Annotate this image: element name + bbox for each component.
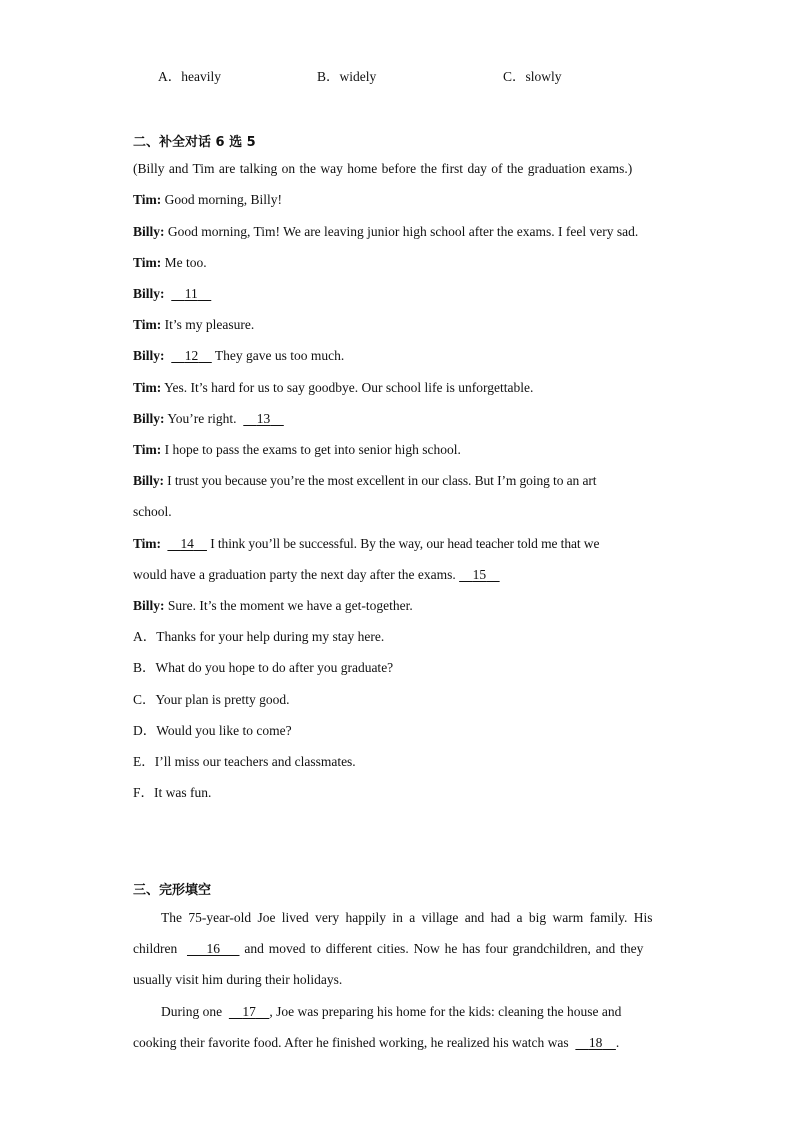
cloze-text: and moved to different cities. Now he has four grandchildren, and they bbox=[239, 941, 644, 956]
prev-option-a: A．heavily bbox=[158, 69, 221, 84]
dialogue-intro: (Billy and Tim are talking on the way home before the first day of the graduation exams.) bbox=[133, 161, 633, 176]
dialogue-text: I think you’ll be successful. By the way, our head teacher told me that we bbox=[206, 536, 600, 551]
section2-heading: 二、补全对话 6 选 5 bbox=[133, 135, 256, 150]
speaker: Billy: bbox=[133, 286, 165, 301]
dialogue-text: It’s my pleasure. bbox=[161, 317, 255, 332]
section3-heading: 三、完形填空 bbox=[133, 883, 212, 898]
choice-option-e: E．I’ll miss our teachers and classmates. bbox=[133, 754, 356, 769]
dialogue-text: You’re right. bbox=[164, 411, 240, 426]
answer-blank-11[interactable]: 11 bbox=[184, 286, 198, 301]
answer-blank-14[interactable]: 14 bbox=[180, 536, 194, 551]
dialogue-text: I hope to pass the exams to get into senior high school. bbox=[161, 442, 461, 457]
speaker: Billy: bbox=[133, 598, 165, 613]
choice-option-b: B．What do you hope to do after you graduate? bbox=[133, 660, 394, 675]
choice-option-f: F．It was fun. bbox=[133, 785, 212, 800]
speaker: Billy: bbox=[133, 224, 165, 239]
dialogue-text: Sure. It’s the moment we have a get-together. bbox=[164, 598, 413, 613]
dialogue-text: Me too. bbox=[161, 255, 207, 270]
dialogue-text: I trust you because you’re the most excellent in our class. But I’m going to an art bbox=[163, 473, 597, 488]
prev-option-c: C．slowly bbox=[503, 69, 562, 84]
choice-option-d: D．Would you like to come? bbox=[133, 723, 292, 738]
dialogue-text: Good morning, Tim! We are leaving junior high school after the exams. I feel very sad. bbox=[164, 224, 639, 239]
answer-blank-13[interactable]: 13 bbox=[256, 411, 271, 426]
dialogue-line-12 bbox=[133, 597, 413, 615]
cloze-text: . bbox=[615, 1035, 620, 1050]
dialogue-line-3 bbox=[133, 254, 207, 272]
answer-blank-16[interactable]: 16 bbox=[206, 941, 220, 956]
speaker: Tim: bbox=[133, 442, 162, 457]
cloze-p1-line1: The 75-year-old Joe lived very happily in a village and had a big warm family. His bbox=[161, 910, 653, 925]
dialogue-text: They gave us too much. bbox=[211, 348, 345, 363]
dialogue-line-5 bbox=[133, 316, 254, 334]
dialogue-line-6 bbox=[133, 347, 344, 365]
prev-option-b: B．widely bbox=[317, 69, 377, 84]
dialogue-line-8 bbox=[133, 410, 284, 428]
speaker: Tim: bbox=[133, 380, 162, 395]
speaker: Tim: bbox=[133, 317, 162, 332]
cloze-text: During one bbox=[161, 1004, 226, 1019]
cloze-text: children bbox=[133, 941, 183, 956]
speaker: Tim: bbox=[133, 255, 162, 270]
cloze-p2-line1 bbox=[161, 1003, 621, 1021]
cloze-text: , Joe was preparing his home for the kids: cleaning the house and bbox=[269, 1004, 622, 1019]
cloze-p2-line2 bbox=[133, 1034, 619, 1052]
cloze-p1-line3: usually visit him during their holidays. bbox=[133, 972, 343, 987]
dialogue-line-10 bbox=[133, 472, 596, 490]
speaker: Billy: bbox=[133, 473, 164, 488]
speaker: Billy: bbox=[133, 411, 165, 426]
dialogue-text: Yes. It’s hard for us to say goodbye. Our school life is unforgettable. bbox=[161, 380, 534, 395]
dialogue-text: Good morning, Billy! bbox=[161, 192, 283, 207]
dialogue-line-4 bbox=[133, 285, 211, 303]
speaker: Tim: bbox=[133, 536, 161, 551]
answer-blank-15[interactable]: 15 bbox=[472, 567, 487, 582]
speaker: Tim: bbox=[133, 192, 162, 207]
speaker: Billy: bbox=[133, 348, 165, 363]
dialogue-line-2 bbox=[133, 223, 638, 241]
choice-option-a: A．Thanks for your help during my stay here. bbox=[133, 629, 385, 644]
cloze-text: cooking their favorite food. After he finished working, he realized his watch was bbox=[133, 1035, 572, 1050]
dialogue-line-9 bbox=[133, 441, 461, 459]
dialogue-line-1 bbox=[133, 191, 282, 209]
dialogue-text: would have a graduation party the next day after the exams. bbox=[133, 567, 460, 582]
answer-blank-18[interactable]: 18 bbox=[588, 1035, 603, 1050]
dialogue-line-11 bbox=[133, 535, 599, 553]
cloze-p1-line2 bbox=[133, 940, 643, 958]
answer-blank-12[interactable]: 12 bbox=[184, 348, 199, 363]
dialogue-line-11-cont bbox=[133, 566, 500, 584]
choice-option-c: C．Your plan is pretty good. bbox=[133, 692, 290, 707]
answer-blank-17[interactable]: 17 bbox=[242, 1004, 256, 1019]
dialogue-line-7 bbox=[133, 379, 533, 397]
dialogue-line-10-cont: school. bbox=[133, 504, 172, 519]
